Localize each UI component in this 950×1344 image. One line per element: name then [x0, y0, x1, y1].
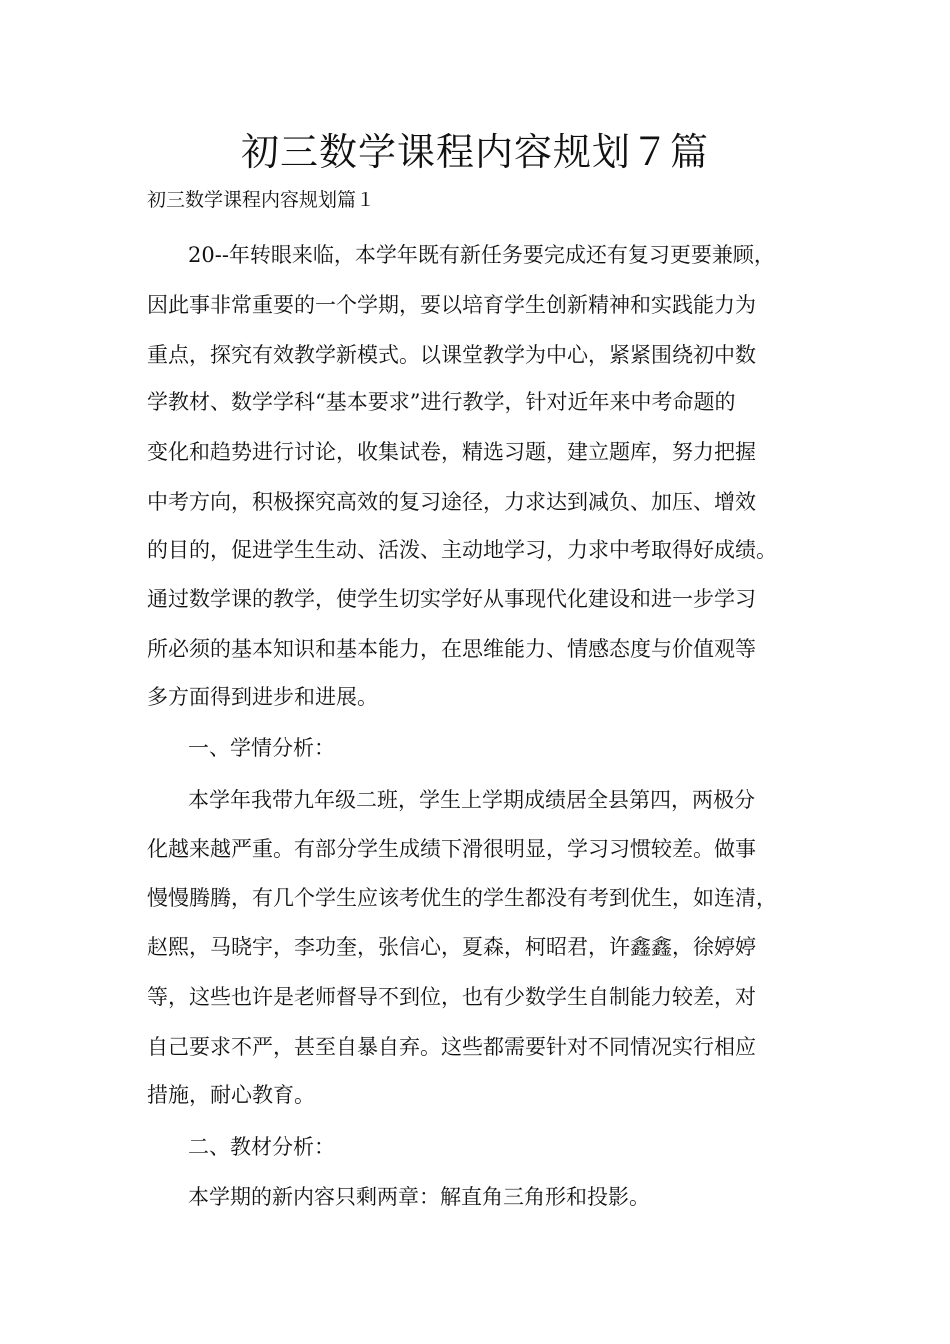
- paragraph-line: 的目的，促进学生生动、活泼、主动地学习，力求中考取得好成绩。: [147, 538, 777, 562]
- paragraph-line: 通过数学课的教学，使学生切实学好从事现代化建设和进一步学习: [147, 587, 756, 611]
- paragraph-line: 中考方向，积极探究高效的复习途径，力求达到减负、加压、增效: [147, 490, 756, 514]
- paragraph-line: 本学年我带九年级二班，学生上学期成绩居全县第四，两极分: [188, 788, 755, 812]
- subsection-heading-textbook-analysis: 二、教材分析：: [188, 1135, 335, 1159]
- paragraph-line: 重点，探究有效教学新模式。以课堂教学为中心，紧紧围绕初中数: [147, 343, 756, 367]
- paragraph-line: 自己要求不严，甚至自暴自弃。这些都需要针对不同情况实行相应: [147, 1035, 756, 1059]
- paragraph-line: 等，这些也许是老师督导不到位，也有少数学生自制能力较差，对: [147, 985, 756, 1009]
- subsection-heading-learning-analysis: 一、学情分析：: [188, 736, 335, 760]
- paragraph-line: 学教材、数学学科“基本要求”进行教学，针对近年来中考命题的: [147, 390, 736, 414]
- paragraph-line: 化越来越严重。有部分学生成绩下滑很明显，学习习惯较差。做事: [147, 837, 756, 861]
- paragraph-line: 变化和趋势进行讨论，收集试卷，精选习题，建立题库，努力把握: [147, 440, 756, 464]
- paragraph-line: 本学期的新内容只剩两章：解直角三角形和投影。: [188, 1185, 650, 1209]
- paragraph-line: 20--年转眼来临，本学年既有新任务要完成还有复习更要兼顾，: [188, 243, 775, 267]
- paragraph-line: 赵熙，马晓宇，李功奎，张信心，夏森，柯昭君，许鑫鑫，徐婷婷: [147, 935, 756, 959]
- paragraph-line: 措施，耐心教育。: [147, 1083, 315, 1107]
- paragraph-line: 所必须的基本知识和基本能力，在思维能力、情感态度与价值观等: [147, 637, 756, 661]
- paragraph-line: 因此事非常重要的一个学期，要以培育学生创新精神和实践能力为: [147, 293, 756, 317]
- paragraph-line: 慢慢腾腾，有几个学生应该考优生的学生都没有考到优生，如连清，: [147, 886, 777, 910]
- paragraph-line: 多方面得到进步和进展。: [147, 685, 378, 709]
- section-heading: 初三数学课程内容规划篇１: [147, 189, 376, 211]
- document-title: 初三数学课程内容规划７篇: [240, 130, 709, 174]
